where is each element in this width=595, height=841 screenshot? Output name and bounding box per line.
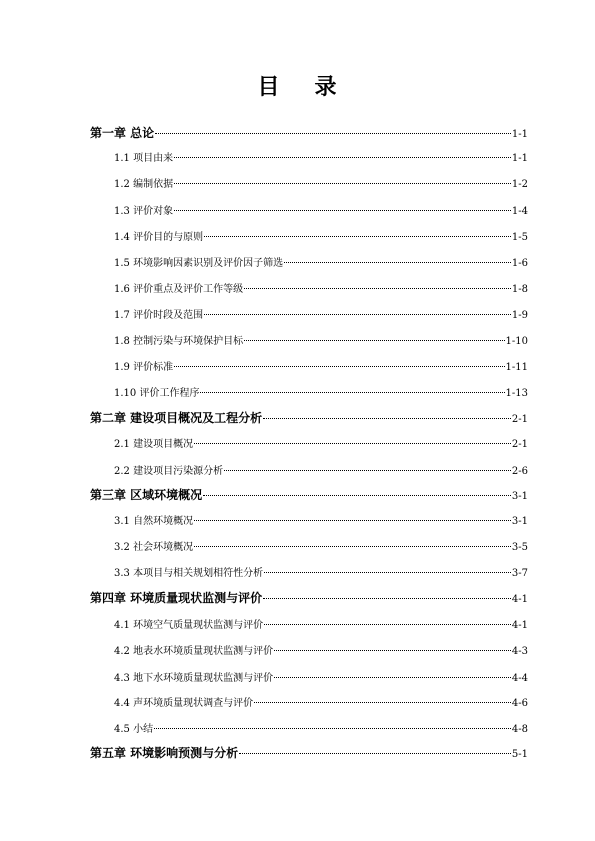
toc-entry-label: 3.2 社会环境概况 bbox=[114, 542, 194, 553]
title-part1: 目 bbox=[257, 75, 281, 100]
toc-section-entry[interactable] bbox=[114, 720, 528, 735]
dot-leader bbox=[204, 236, 511, 237]
toc-entry-label: 1.2 编制依据 bbox=[114, 179, 174, 190]
toc-section-entry[interactable] bbox=[114, 564, 528, 579]
dot-leader bbox=[244, 288, 511, 289]
toc-page-number: 4-8 bbox=[511, 724, 528, 735]
dot-leader bbox=[274, 677, 511, 678]
dot-leader bbox=[174, 157, 511, 158]
dot-leader bbox=[263, 418, 511, 419]
toc-page-number: 1-2 bbox=[511, 179, 528, 190]
toc-section-entry[interactable] bbox=[114, 512, 528, 527]
toc-page-number: 5-1 bbox=[511, 749, 528, 760]
toc-chapter-entry[interactable] bbox=[90, 409, 528, 426]
toc-entry-label: 第二章 建设项目概况及工程分析 bbox=[90, 411, 263, 425]
toc-page-number: 1-11 bbox=[505, 362, 528, 373]
toc-entry-label: 1.6 评价重点及评价工作等级 bbox=[114, 284, 244, 295]
toc-page-number: 1-6 bbox=[511, 258, 528, 269]
toc-entry-label: 2.1 建设项目概况 bbox=[114, 439, 194, 450]
dot-leader bbox=[264, 624, 511, 625]
toc-page-number: 1-5 bbox=[511, 232, 528, 243]
dot-leader bbox=[239, 753, 511, 754]
toc-page-number: 3-1 bbox=[511, 491, 528, 502]
toc-entry-label: 第五章 环境影响预测与分析 bbox=[90, 746, 239, 760]
toc-section-entry[interactable] bbox=[114, 435, 528, 450]
toc-section-entry[interactable] bbox=[114, 462, 528, 477]
dot-leader bbox=[174, 210, 511, 211]
dot-leader bbox=[244, 340, 504, 341]
toc-entry-label: 1.4 评价目的与原则 bbox=[114, 232, 204, 243]
toc-section-entry[interactable] bbox=[114, 538, 528, 553]
toc-entry-label: 4.2 地表水环境质量现状监测与评价 bbox=[114, 646, 274, 657]
dot-leader bbox=[194, 546, 511, 547]
toc-section-entry[interactable] bbox=[114, 202, 528, 217]
toc-entry-label: 1.1 项目由来 bbox=[114, 153, 174, 164]
dot-leader bbox=[194, 443, 511, 444]
toc-page-number: 1-10 bbox=[505, 336, 528, 347]
toc-entry-label: 1.5 环境影响因素识别及评价因子筛选 bbox=[114, 258, 284, 269]
toc-entry-label: 1.8 控制污染与环境保护目标 bbox=[114, 336, 244, 347]
toc-entry-label: 4.1 环境空气质量现状监测与评价 bbox=[114, 620, 264, 631]
toc-section-entry[interactable] bbox=[114, 175, 528, 190]
toc-section-entry[interactable] bbox=[114, 306, 528, 321]
toc-section-entry[interactable] bbox=[114, 280, 528, 295]
dot-leader bbox=[284, 262, 511, 263]
dot-leader bbox=[224, 470, 511, 471]
toc-entry-label: 4.4 声环境质量现状调查与评价 bbox=[114, 698, 254, 709]
dot-leader bbox=[264, 572, 511, 573]
toc-section-entry[interactable] bbox=[114, 149, 528, 164]
toc-section-entry[interactable] bbox=[114, 228, 528, 243]
toc-entry-label: 第三章 区域环境概况 bbox=[90, 488, 203, 502]
toc-section-entry[interactable] bbox=[114, 358, 528, 373]
toc-section-entry[interactable] bbox=[114, 642, 528, 657]
toc-section-entry[interactable] bbox=[114, 669, 528, 684]
toc-section-entry[interactable] bbox=[114, 616, 528, 631]
toc-entry-label: 3.3 本项目与相关规划相符性分析 bbox=[114, 568, 264, 579]
toc-chapter-entry[interactable] bbox=[90, 486, 528, 503]
toc-entry-label: 第四章 环境质量现状监测与评价 bbox=[90, 591, 263, 605]
dot-leader bbox=[194, 520, 511, 521]
toc-page-number: 1-8 bbox=[511, 284, 528, 295]
dot-leader bbox=[155, 133, 511, 134]
dot-leader bbox=[274, 650, 511, 651]
dot-leader bbox=[174, 183, 511, 184]
dot-leader bbox=[174, 366, 504, 367]
toc-entry-label: 2.2 建设项目污染源分析 bbox=[114, 466, 224, 477]
toc-page-number: 3-1 bbox=[511, 516, 528, 527]
toc-page-number: 2-1 bbox=[511, 439, 528, 450]
toc-entry-label: 1.3 评价对象 bbox=[114, 206, 174, 217]
toc-chapter-entry[interactable] bbox=[90, 589, 528, 606]
toc-chapter-entry[interactable] bbox=[90, 124, 528, 141]
title-part2: 录 bbox=[314, 75, 338, 100]
toc-page-number: 2-6 bbox=[511, 466, 528, 477]
toc-page-number: 1-9 bbox=[511, 310, 528, 321]
toc-page-number: 2-1 bbox=[511, 414, 528, 425]
toc-page-number: 3-7 bbox=[511, 568, 528, 579]
dot-leader bbox=[154, 728, 511, 729]
toc-page-number: 4-1 bbox=[511, 620, 528, 631]
dot-leader bbox=[204, 314, 511, 315]
toc-page-number: 3-5 bbox=[511, 542, 528, 553]
toc-entry-label: 3.1 自然环境概况 bbox=[114, 516, 194, 527]
toc-page-number: 4-1 bbox=[511, 594, 528, 605]
toc-entry-label: 1.9 评价标准 bbox=[114, 362, 174, 373]
toc-entry-label: 4.3 地下水环境质量现状监测与评价 bbox=[114, 673, 274, 684]
toc-section-entry[interactable] bbox=[114, 332, 528, 347]
toc-chapter-entry[interactable] bbox=[90, 744, 528, 761]
toc-page-number: 1-1 bbox=[511, 129, 528, 140]
toc-page-number: 4-3 bbox=[511, 646, 528, 657]
toc-page-number: 1-1 bbox=[511, 153, 528, 164]
toc-entry-label: 4.5 小结 bbox=[114, 724, 154, 735]
toc-entry-label: 1.7 评价时段及范围 bbox=[114, 310, 204, 321]
toc-page-number: 4-6 bbox=[511, 698, 528, 709]
toc-page-number: 1-13 bbox=[505, 388, 528, 399]
dot-leader bbox=[200, 392, 504, 393]
toc-page-number: 1-4 bbox=[511, 206, 528, 217]
toc-entry-label: 第一章 总论 bbox=[90, 126, 155, 140]
page-title bbox=[0, 70, 595, 101]
toc-section-entry[interactable] bbox=[114, 254, 528, 269]
dot-leader bbox=[254, 702, 511, 703]
dot-leader bbox=[203, 495, 511, 496]
toc-section-entry[interactable] bbox=[114, 384, 528, 399]
dot-leader bbox=[263, 598, 511, 599]
toc-page-number: 4-4 bbox=[511, 673, 528, 684]
toc-section-entry[interactable] bbox=[114, 694, 528, 709]
toc-entry-label: 1.10 评价工作程序 bbox=[114, 388, 200, 399]
